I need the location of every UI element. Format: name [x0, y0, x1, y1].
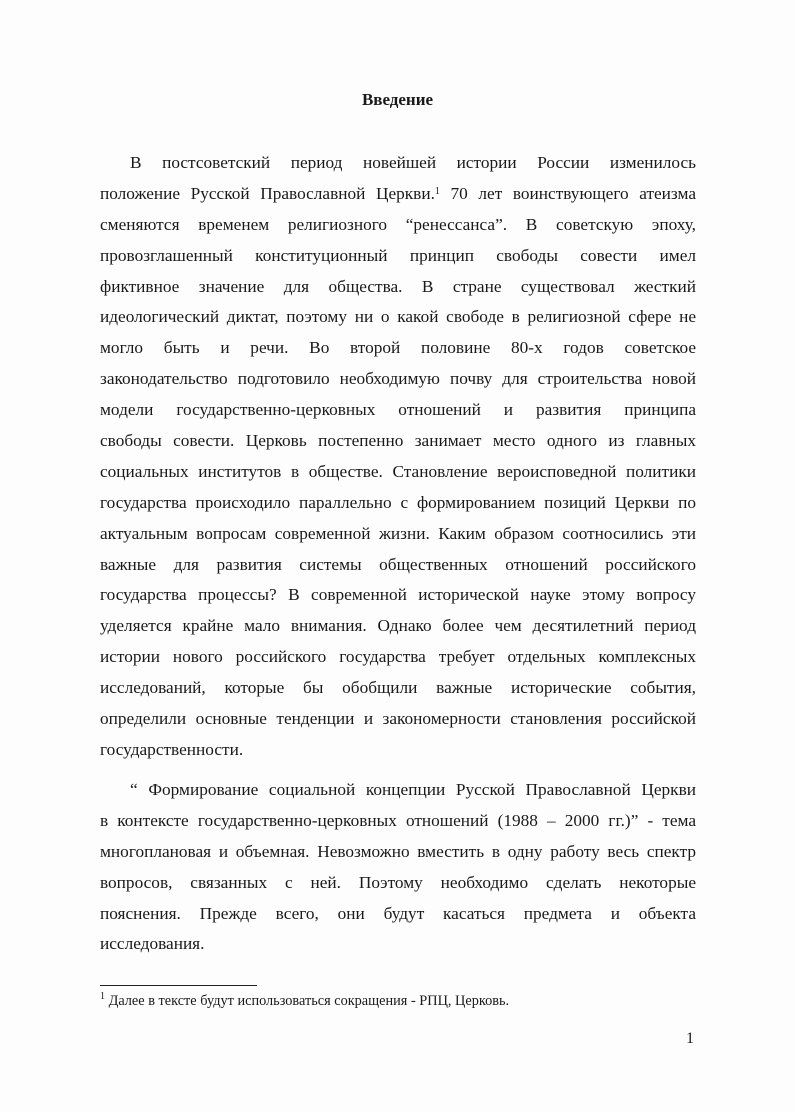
- footnote-text: Далее в тексте будут использоваться сокращения - РПЦ, Церковь.: [105, 993, 510, 1009]
- page-number: 1: [686, 1030, 694, 1047]
- text-line: В постсоветский период новейшей истории России изменилось: [130, 153, 696, 172]
- text-line: “ Формирование социальной концепции Русской Православной Церкви: [130, 780, 696, 799]
- footnote-separator: [100, 985, 257, 986]
- text-line: уделяется крайне мало внимания. Однако более чем десятилетний период: [100, 616, 696, 636]
- text-line: исследования.: [100, 934, 205, 954]
- text-line: государства процессы? В современной исторической науке этому вопросу: [100, 585, 696, 605]
- text-line: могло быть и речи. Во второй половине 80-х годов советское: [100, 338, 696, 358]
- footnote: [100, 993, 509, 1010]
- text-line: законодательство подготовило необходимую почву для строительства новой: [100, 369, 696, 389]
- text-line: социальных институтов в обществе. Становление вероисповедной политики: [100, 461, 696, 481]
- text-line: определили основные тенденции и закономерности становления российской: [100, 709, 696, 729]
- paragraph-1: [100, 148, 696, 766]
- text-line: провозглашенный конституционный принцип свободы совести имел: [100, 245, 696, 265]
- text-fragment: положение Русской Православной Церкви.: [100, 183, 435, 203]
- text-fragment: 70 лет воинствующего атеизма: [439, 183, 696, 203]
- text-line: важные для развития системы общественных отношений российского: [100, 554, 696, 574]
- text-line: исследований, которые бы обобщили важные исторические события,: [100, 678, 696, 698]
- text-line: пояснения. Прежде всего, они будут касаться предмета и объекта: [100, 903, 696, 923]
- text-line: модели государственно-церковных отношений и развития принципа: [100, 400, 696, 420]
- page-title: Введение: [361, 90, 434, 109]
- text-line: сменяются временем религиозного “ренессанса”. В советскую эпоху,: [100, 214, 696, 234]
- text-line: государства происходило параллельно с формированием позиций Церкви по: [100, 492, 696, 512]
- text-line: в контексте государственно-церковных отношений (1988 – 2000 гг.)” - тема: [100, 810, 696, 830]
- footnote-number: 1: [100, 991, 105, 1002]
- text-line: многоплановая и объемная. Невозможно вместить в одну работу весь спектр: [100, 841, 696, 861]
- text-line: вопросов, связанных с ней. Поэтому необходимо сделать некоторые: [100, 872, 696, 892]
- paragraph-2: [100, 775, 696, 960]
- text-line: актуальным вопросам современной жизни. Каким образом соотносились эти: [100, 523, 696, 543]
- text-line: [100, 179, 696, 210]
- text-line: истории нового российского государства требует отдельных комплексных: [100, 647, 696, 667]
- footnote-ref[interactable]: 1: [434, 185, 440, 197]
- text-line: государственности.: [100, 739, 244, 759]
- text-line: идеологический диктат, поэтому ни о какой свободе в религиозной сфере не: [100, 307, 696, 327]
- text-line: свободы совести. Церковь постепенно занимает место одного из главных: [100, 431, 696, 451]
- text-line: фиктивное значение для общества. В стране существовал жесткий: [100, 276, 696, 296]
